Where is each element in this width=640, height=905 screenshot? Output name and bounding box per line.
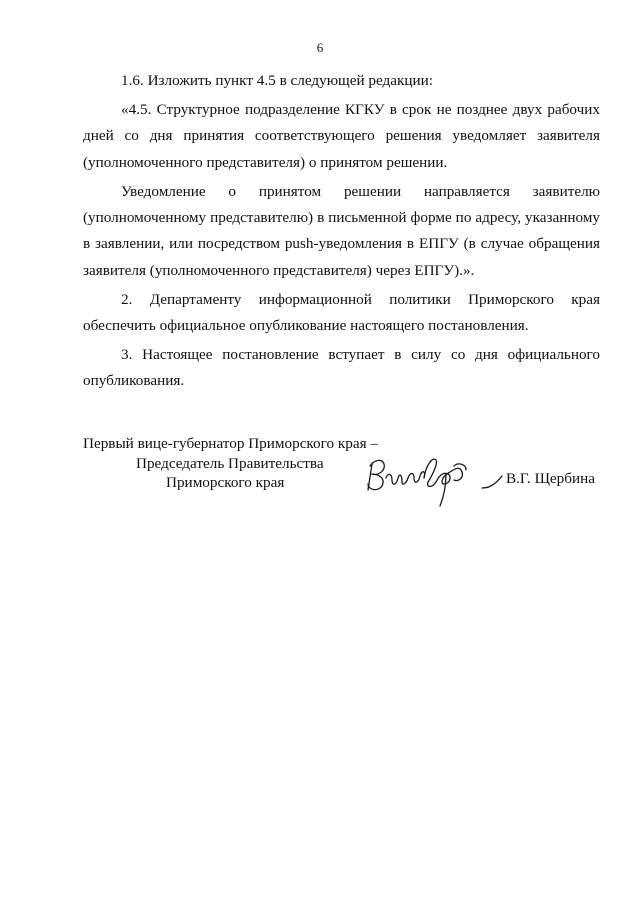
handwritten-signature-icon bbox=[362, 452, 484, 510]
signatory-title-line2: Председатель Правительства bbox=[136, 454, 324, 472]
signatory-title-line1: Первый вице-губернатор Приморского края – bbox=[83, 435, 378, 452]
signature-dash-mark bbox=[480, 470, 504, 492]
signatory-name: В.Г. Щербина bbox=[506, 470, 595, 487]
paragraph-1-6: 1.6. Изложить пункт 4.5 в следующей редакции: bbox=[121, 72, 434, 89]
document-body bbox=[83, 68, 600, 397]
signatory-title-line3: Приморского края bbox=[166, 474, 285, 491]
page-number: 6 bbox=[316, 40, 324, 55]
paragraph-3: 3. Настоящее постановление вступает в силу со дня официального опубликования. bbox=[83, 346, 600, 390]
paragraph-4-5-quote: «4.5. Структурное подразделение КГКУ в срок не позднее двух рабочих дней со дня принятия соответствующего решения уведомляет заявителя (уполномоченного представителя) о принятом решении. bbox=[83, 100, 600, 171]
paragraph-notification: Уведомление о принятом решении направляется заявителю (уполномоченному представителю) в письменной форме по адресу, указанному в заявлении, или посредством push-уведомления в ЕПГУ (в случае обращения заявителя (уполномоченного представителя) через ЕПГУ).». bbox=[83, 182, 600, 279]
paragraph-2: 2. Департаменту информационной политики Приморского края обеспечить официальное опубликование настоящего постановления. bbox=[83, 290, 600, 335]
